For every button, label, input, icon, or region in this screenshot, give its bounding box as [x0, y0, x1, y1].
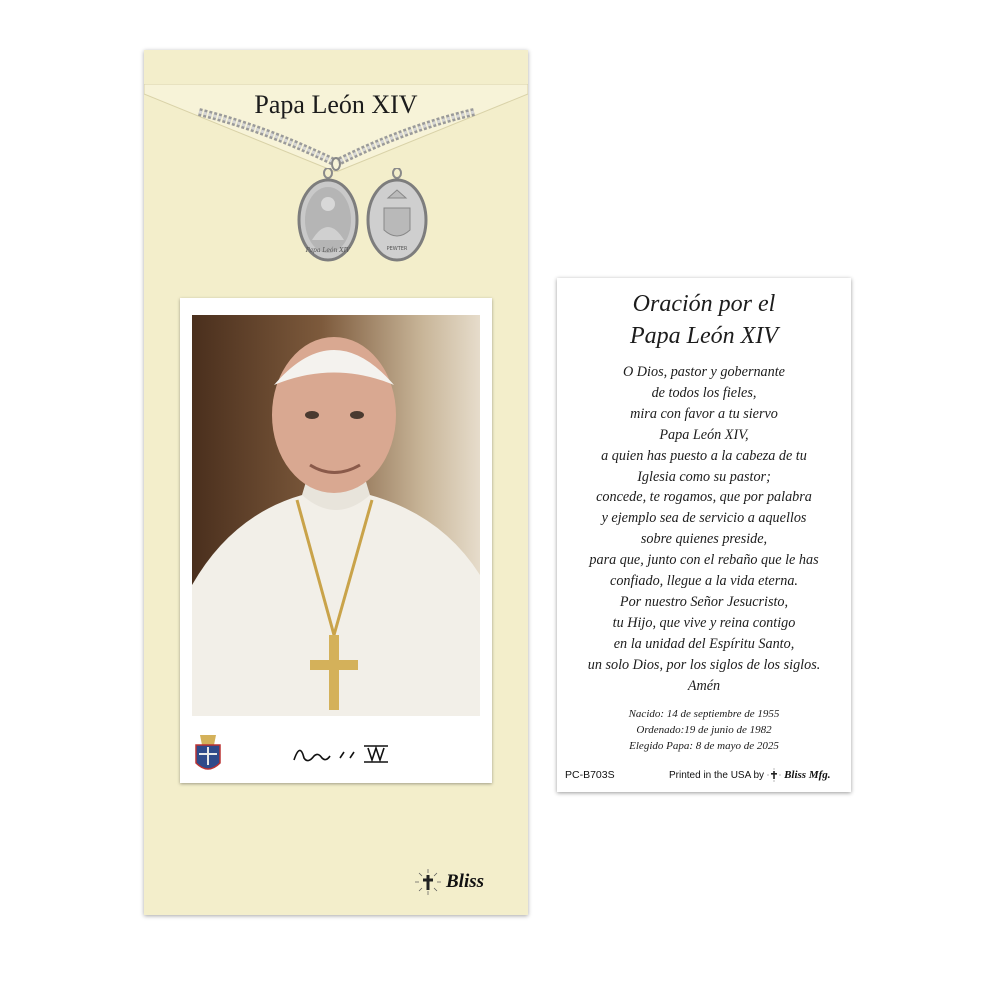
prayer-line: un solo Dios, por los siglos de los siglos.: [587, 656, 821, 673]
product-code: PC-B703S: [565, 769, 615, 781]
prayer-line: en la unidad del Espíritu Santo,: [613, 635, 795, 652]
portrait-card: [180, 298, 492, 783]
pope-portrait-photo: [192, 315, 480, 716]
product-package: [144, 50, 528, 915]
prayer-line: Por nuestro Señor Jesucristo,: [619, 593, 789, 610]
coat-of-arms-icon: [188, 731, 228, 779]
prayer-line: Papa León XIV,: [659, 426, 749, 443]
prayer-line: mira con favor a tu siervo: [630, 405, 778, 422]
svg-text:PEWTER: PEWTER: [386, 246, 408, 252]
printed-by: [669, 768, 831, 782]
pope-dates: [557, 706, 851, 754]
svg-text:Papa León XIV: Papa León XIV: [305, 247, 351, 254]
prayer-line: tu Hijo, que vive y reina contigo: [612, 614, 796, 631]
prayer-line: y ejemplo sea de servicio a aquellos: [601, 510, 807, 527]
maker-name: Bliss Mfg.: [784, 769, 831, 781]
birth-date: Nacido: 14 de septiembre de 1955: [628, 708, 780, 720]
package-title: Papa León XIV: [254, 90, 418, 119]
prayer-line: confiado, llegue a la vida eterna.: [610, 573, 798, 590]
prayer-card: [557, 278, 851, 792]
prayer-line: O Dios, pastor y gobernante: [623, 364, 785, 380]
prayer-line: de todos los fieles,: [651, 384, 757, 401]
bliss-logo: [414, 865, 514, 899]
cross-sunburst-icon: [767, 768, 781, 782]
printed-label: Printed in the USA by: [669, 769, 765, 781]
election-date: Elegido Papa: 8 de mayo de 2025: [629, 740, 779, 752]
prayer-line: para que, junto con el rebaño que le has: [589, 552, 819, 569]
prayer-text: [563, 362, 845, 697]
prayer-title-line: Papa León XIV: [630, 323, 778, 349]
cross-sunburst-icon: [414, 868, 442, 896]
prayer-line: concede, te rogamos, que por palabra: [596, 489, 812, 506]
medal-back-icon: [366, 168, 428, 262]
prayer-line: Amén: [687, 677, 721, 694]
brand-name: Bliss: [446, 871, 485, 892]
prayer-line: sobre quienes preside,: [640, 531, 768, 548]
prayer-title-line: Oración por el: [632, 291, 776, 317]
ordination-date: Ordenado:19 de junio de 1982: [636, 724, 772, 736]
signature-image: [290, 738, 410, 768]
medal-front-icon: [297, 168, 359, 262]
prayer-title: [557, 288, 851, 352]
prayer-line: a quien has puesto a la cabeza de tu: [601, 447, 807, 464]
prayer-line: Iglesia como su pastor;: [637, 468, 771, 485]
